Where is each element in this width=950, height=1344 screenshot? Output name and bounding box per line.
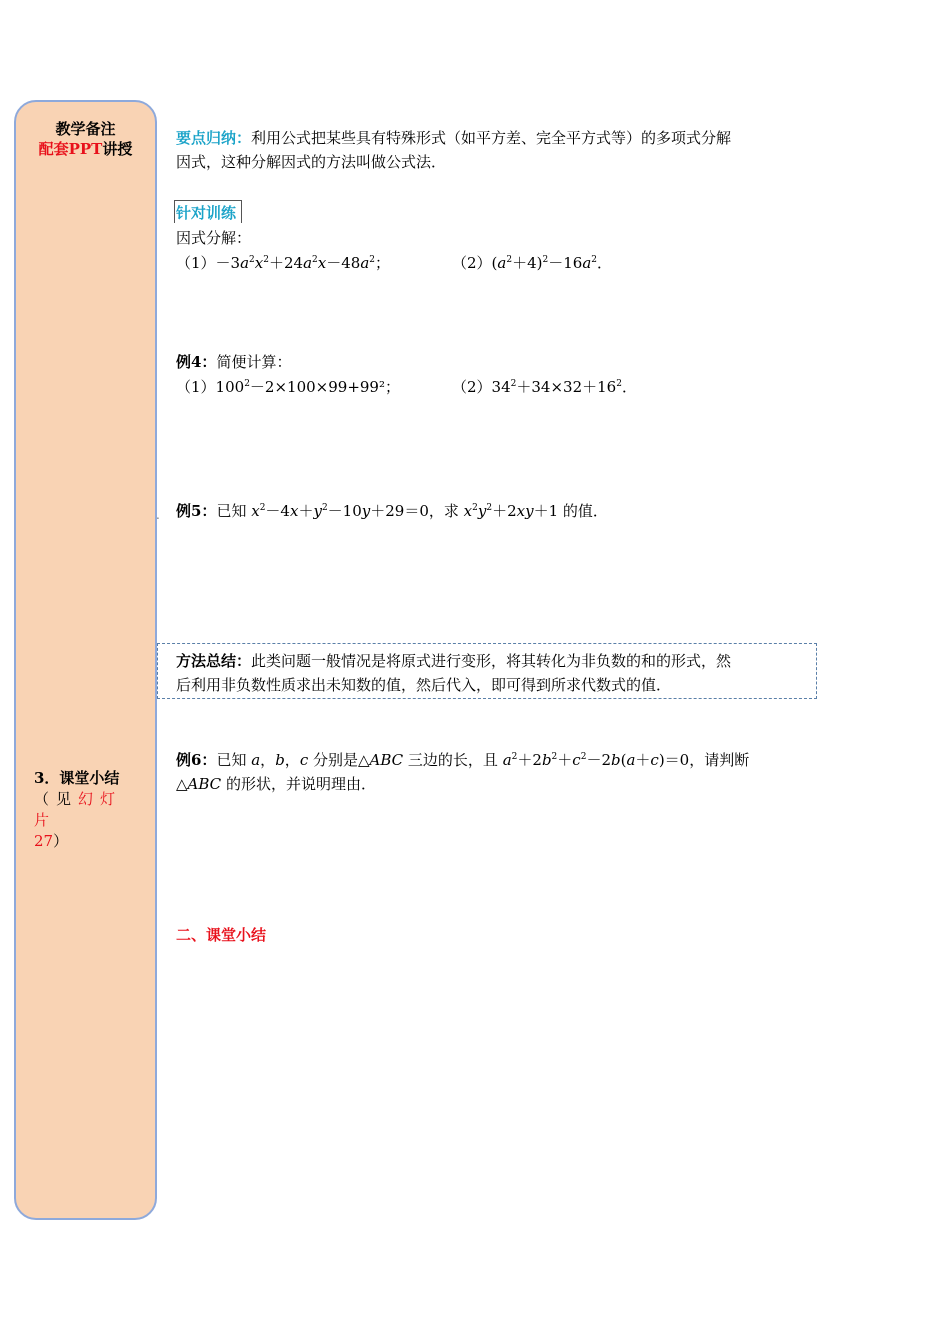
teaching-notes-sidebar (14, 100, 157, 1220)
example-6-label: 例6： (176, 751, 217, 769)
training-problem-2: $(2)(a^2+4)^2-16a^2$． (452, 254, 613, 272)
sidebar-slide-number: 27） (34, 832, 69, 850)
example-6: 例6：已知 a，b，c 分别是△ABC 三边的长，且 $a^2+2b^2+c^2-2b(a+c)=0$，请判断 △ABC 的形状，并说明理由． (176, 751, 750, 793)
example-4-problem-1: $(1)100^2-2\times 100\times 99+99^2$； (176, 378, 400, 396)
example-4-problem-2: $(2)34^2+34\times 32+16^2$． (452, 378, 637, 396)
method-summary-text-2: 后利用非负数性质求出未知数的值，然后代入，即可得到所求代数式的值． (176, 676, 672, 694)
key-points-text-2: 因式，这种分解因式的方法叫做公式法． (176, 153, 447, 171)
sidebar-lecture-label: 讲授 (102, 140, 133, 158)
method-summary-text-1: 此类问题一般情况是将原式进行变形，将其转化为非负数的和的形式，然 (251, 652, 732, 670)
method-summary (176, 649, 812, 697)
example-5-label: 例5： (176, 502, 217, 520)
training-title: 针对训练 (176, 204, 237, 222)
key-points (176, 126, 816, 174)
training-problem-1: $(1)-3a^2x^2+24a^2x-48a^2$； (176, 254, 391, 272)
section-2-title: 二、课堂小结 (176, 926, 267, 944)
key-points-label: 要点归纳： (176, 129, 252, 147)
example-4-text: 简便计算： (216, 353, 292, 371)
training-instruction: 因式分解： (176, 229, 252, 247)
sidebar-summary-note (34, 768, 144, 852)
sidebar-summary-label: 3．课堂小结 (34, 769, 120, 787)
example-4-label: 例4： (176, 353, 217, 371)
sidebar-slide-ref: （见幻灯片 (34, 790, 123, 829)
example-5: 例5：已知 $x^2-4x+y^2-10y+29=0$，求 $x^2y^2+2xy+1$ 的值． (176, 502, 608, 520)
margin-mark: . (156, 508, 160, 522)
sidebar-title: 教学备注 (55, 120, 116, 138)
sidebar-subtitle (16, 138, 155, 159)
method-summary-label: 方法总结： (176, 652, 252, 670)
key-points-text-1: 利用公式把某些具有特殊形式（如平方差、完全平方式等）的多项式分解 (251, 129, 732, 147)
example-4-heading (176, 350, 291, 374)
sidebar-ppt-label: 配套PPT (38, 140, 103, 158)
